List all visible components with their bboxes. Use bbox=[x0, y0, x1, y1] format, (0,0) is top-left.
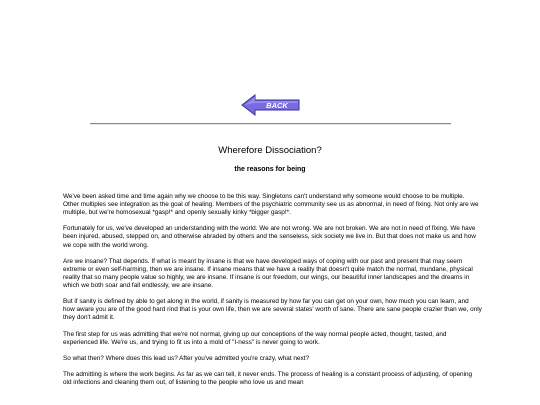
back-label: BACK bbox=[266, 101, 288, 110]
article-body bbox=[63, 193, 482, 395]
paragraph-3: Are we insane? That depends. If what is meant by insane is that we have developed ways of coping with our past and present that may seem extreme or even self-harming, then we are insane. If insane means that we have a reality that doesn't quite match the normal, mundane, physical reality that so many people value so highly, we are insane. If insane is our freedom, our wings, our beautiful inner landscapes and the dreams in which we both soar and fall endlessly, we are insane. bbox=[63, 257, 473, 290]
paragraph-7: The admitting is where the work begins. As far as we can tell, it never ends. The process of healing is a constant process of adjusting, of opening old infections and cleaning them out, of listening to the people who love us and mean bbox=[63, 371, 473, 387]
paragraph-5: The first step for us was admitting that we're not normal, giving up our conceptions of the way normal people acted, thought, tasted, and experienced life. We're us, and trying to fit us into a mold of "I-ness" is never going to work. bbox=[63, 330, 447, 346]
horizontal-divider bbox=[90, 123, 451, 125]
paragraph-1: We've been asked time and time again why we choose to be this way. Singletons can't understand why someone would choose to be multiple. Other multiples see integration as the goal of healing. Members of the psychiatric community see us as abnormal, in need of fixing. Not only are we multiple, but we're homosexual *gasp!* and openly sexually kinky *bigger gasp!*. bbox=[63, 193, 479, 217]
page-subtitle: the reasons for being bbox=[234, 166, 306, 173]
page-title: Wherefore Dissociation? bbox=[218, 145, 322, 156]
paragraph-6: So what then? Where does this lead us? After you've admitted you're crazy, what next? bbox=[63, 354, 310, 362]
paragraph-4: But if sanity is defined by able to get along in the world, if sanity is measured by how far you can get on your own, how much you can learn, and how aware you are of the good hard rind that is your own life, then we are several states' worth of sane. There are sane people crazier than we, only they don't admit it. bbox=[63, 298, 482, 322]
back-button[interactable] bbox=[241, 94, 301, 116]
left-arrow-icon bbox=[241, 94, 301, 116]
paragraph-2: Fortunately for us, we've developed an understanding with the world. We are not wrong. We are not broken. We are not in need of fixing. We have been injured, abused, stepped on, and otherwise abraded by others and the senseless, sick society we live in. But that does not make us and how we cope with the world wrong. bbox=[63, 225, 476, 249]
